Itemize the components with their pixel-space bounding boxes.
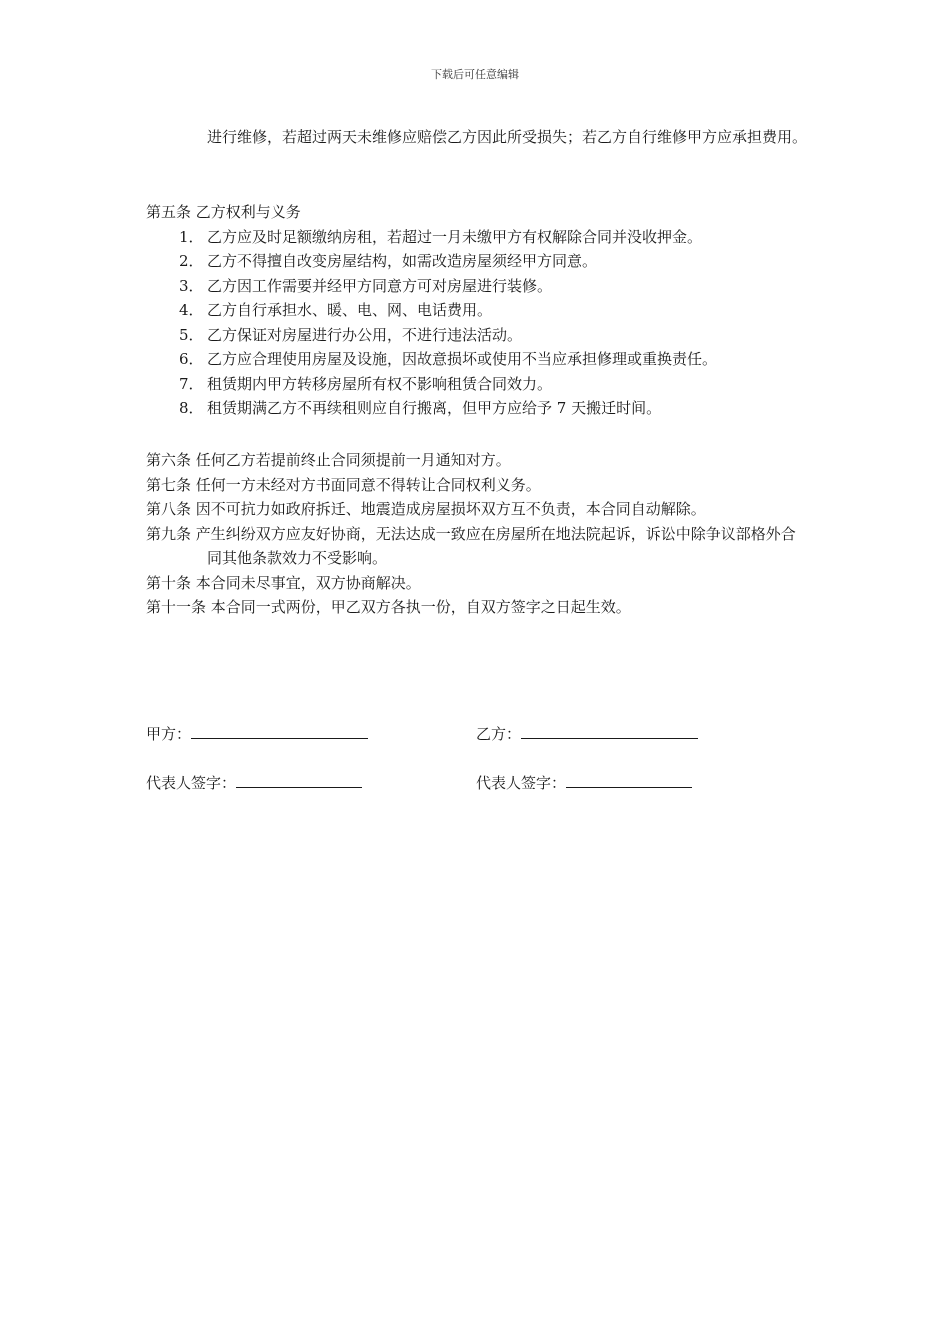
rep-b-label: 代表人签字： [476,774,567,792]
list-item: 4． 乙方自行承担水、暖、电、网、电话费用。 [179,301,493,319]
list-item: 3． 乙方因工作需要并经甲方同意方可对房屋进行装修。 [179,276,553,295]
party-b-signature-line[interactable] [521,724,698,739]
party-a-signature-line[interactable] [191,724,368,739]
rep-a-label: 代表人签字： [146,774,237,792]
article-5-list [146,225,810,421]
article-5-title: 第五条 乙方权利与义务 [146,203,301,221]
party-a-label: 甲方： [146,725,192,743]
list-item: 6． 乙方应合理使用房屋及设施，因故意损坏或使用不当应承担修理或重换责任。 [179,350,718,368]
article-5 [146,200,810,421]
article-6: 第六条 任何乙方若提前终止合同须提前一月通知对方。 [146,451,511,469]
party-b-signature [476,723,698,744]
party-b-label: 乙方： [476,725,522,743]
article-7: 第七条 任何一方未经对方书面同意不得转让合同权利义务。 [146,475,541,494]
rep-b-signature-line[interactable] [566,773,692,788]
article-11: 第十一条 本合同一式两份，甲乙双方各执一份，自双方签字之日起生效。 [146,598,631,616]
article-10: 第十条 本合同未尽事宜，双方协商解决。 [146,573,421,592]
list-item: 2． 乙方不得擅自改变房屋结构，如需改造房屋须经甲方同意。 [179,252,598,270]
party-a-signature [146,723,368,744]
list-item: 5． 乙方保证对房屋进行办公用，不进行违法活动。 [179,325,523,344]
header-note: 下载后可任意编辑 [431,68,519,81]
rep-a-signature-line[interactable] [236,773,362,788]
continuation-text: 进行维修，若超过两天未维修应赔偿乙方因此所受损失；若乙方自行维修甲方应承担费用。 [207,128,808,146]
continuation-paragraph [146,125,810,150]
articles-6-11 [146,448,810,620]
article-9: 第九条 产生纠纷双方应友好协商，无法达成一致应在房屋所在地法院起诉，诉讼中除争议部格外合同其他条款效力不受影响。 [146,524,796,567]
rep-a-signature [146,772,362,793]
article-8: 第八条 因不可抗力如政府拆迁、地震造成房屋损坏双方互不负责，本合同自动解除。 [146,500,706,518]
list-item: 1． 乙方应及时足额缴纳房租，若超过一月未缴甲方有权解除合同并没收押金。 [179,227,703,246]
list-item: 7． 租赁期内甲方转移房屋所有权不影响租赁合同效力。 [179,374,553,393]
rep-b-signature [476,772,692,793]
list-item: 8． 租赁期满乙方不再续租则应自行搬离，但甲方应给予 7 天搬迁时间。 [179,399,662,417]
